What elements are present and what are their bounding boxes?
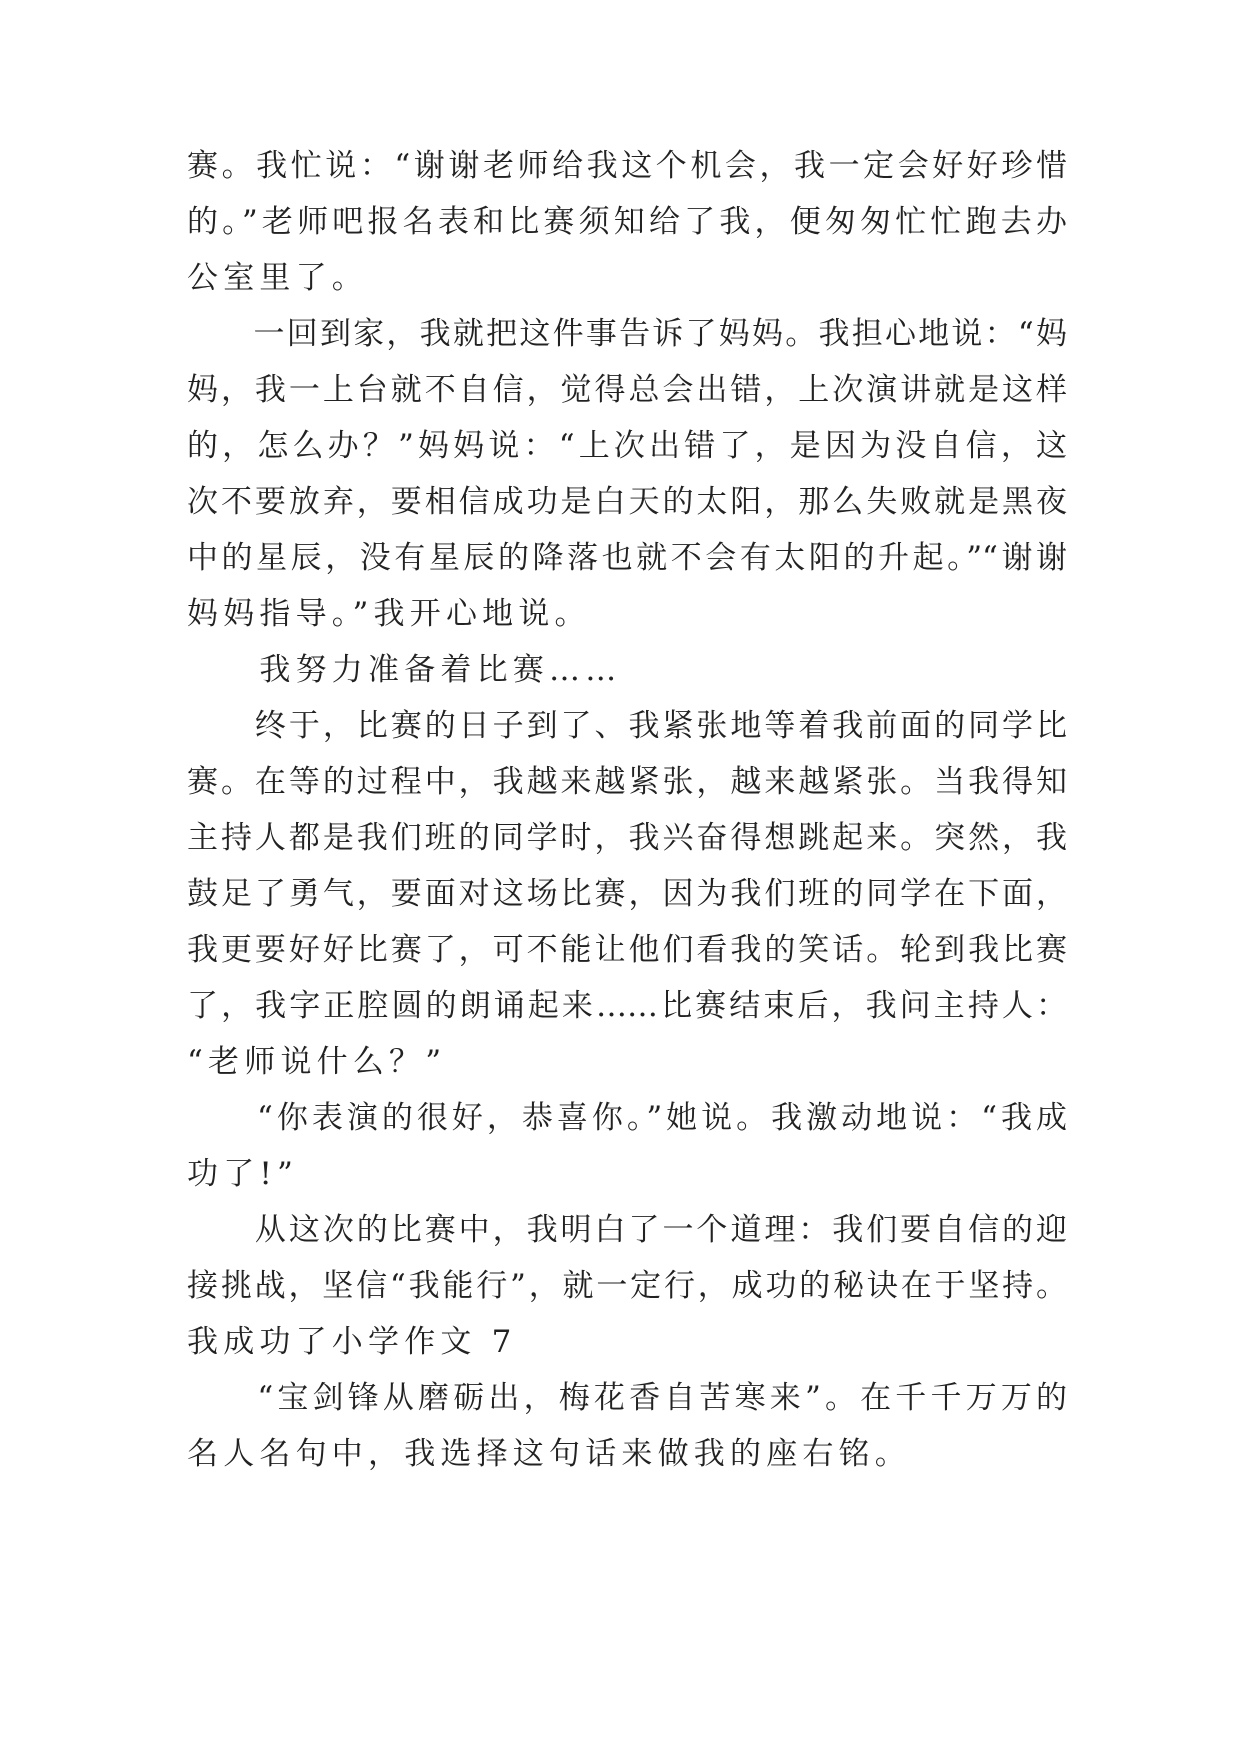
text-line: 赛。在等的过程中，我越来越紧张，越来越紧张。当我得知 [187,764,1067,800]
text-line: 从这次的比赛中，我明白了一个道理：我们要自信的迎 [187,1212,1067,1248]
text-line: 终于，比赛的日子到了、我紧张地等着我前面的同学比 [187,708,1067,744]
text-line: 名人名句中，我选择这句话来做我的座右铭。 [187,1436,911,1472]
text-line: 赛。我忙说：“谢谢老师给我这个机会，我一定会好好珍惜 [187,148,1067,184]
text-line: 我努力准备着比赛…… [187,652,622,688]
text-line: 接挑战，坚信“我能行”，就一定行，成功的秘诀在于坚持。 [187,1268,1067,1304]
text-line: 功了!” [187,1156,299,1192]
text-line: 了，我字正腔圆的朗诵起来……比赛结束后，我问主持人： [187,988,1067,1024]
text-line: “你表演的很好，恭喜你。”她说。我激动地说：“我成 [187,1100,1067,1136]
text-line: “宝剑锋从磨砺出，梅花香自苦寒来”。在千千万万的 [187,1380,1067,1416]
section-heading: 我成功了小学作文 7 [187,1324,517,1360]
text-line: 妈，我一上台就不自信，觉得总会出错，上次演讲就是这样 [187,372,1067,408]
text-line: 一回到家，我就把这件事告诉了妈妈。我担心地说：“妈 [187,316,1067,352]
text-line: 的，怎么办？”妈妈说：“上次出错了，是因为没自信，这 [187,428,1067,464]
text-line: 公室里了。 [187,260,368,296]
text-line: 妈妈指导。”我开心地说。 [187,596,591,632]
text-line: 主持人都是我们班的同学时，我兴奋得想跳起来。突然，我 [187,820,1067,856]
text-line: 我更要好好比赛了，可不能让他们看我的笑话。轮到我比赛 [187,932,1067,968]
text-line: 次不要放弃，要相信成功是白天的太阳，那么失败就是黑夜 [187,484,1067,520]
text-line: “老师说什么？” [187,1044,447,1080]
text-line: 鼓足了勇气，要面对这场比赛，因为我们班的同学在下面， [187,876,1067,912]
text-line: 中的星辰，没有星辰的降落也就不会有太阳的升起。”“谢谢 [187,540,1067,576]
text-line: 的。”老师吧报名表和比赛须知给了我，便匆匆忙忙跑去办 [187,204,1067,240]
